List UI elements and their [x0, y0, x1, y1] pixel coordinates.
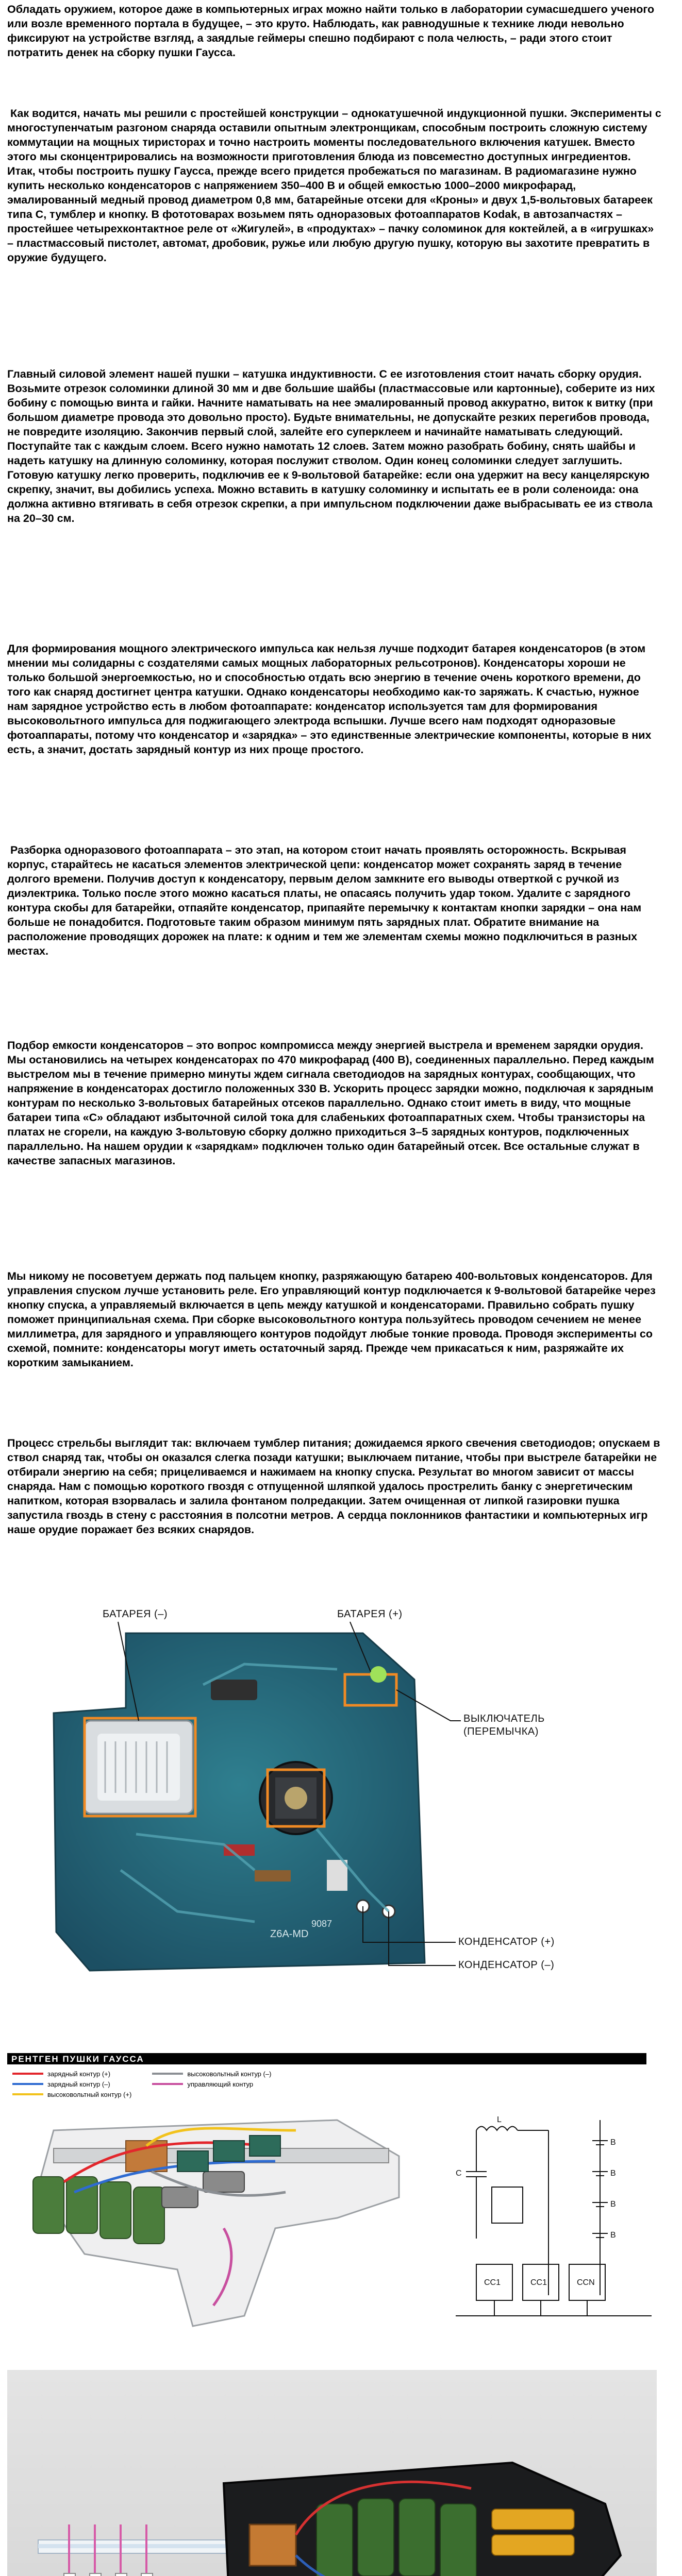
legend-hv-minus: высоковольтный контур (–) [152, 2069, 271, 2079]
paragraph-coil: Главный силовой элемент нашей пушки – катушка индуктивности. С ее изготовления стоит начать сборку орудия. Возьмите отрезок соломинки длиной 30 мм и две большие шайбы (пластмассовые или картонные), соберите из них бобину с помощью винта и гайки. Начните наматывать на нее эмалированный провод аккуратно, виток к витку (при большом диаметре провода это довольно просто). Будьте внимательны, не допускайте резких перегибов провода, не повредите изоляцию. Закончив первый слой, залейте его суперклеем и начинайте наматывать следующий. Поступайте так с каждым слоем. Всего нужно намотать 12 слоев. Затем можно разобрать бобину, снять шайбы и надеть катушку на длинную соломинку, которая послужит стволом. Один конец соломинки следует заглушить. Готовую катушку легко проверить, подключив ее к 9-вольтовой батарейке: если она удержит на весу канцелярскую скрепку, значит, вы добились успеха. Можно вставить в катушку соломинку и испытать ее в роли соленоида: она должна активно втягивать в себя отрезок скрепки, а при импульсном подключении даже выбрасывать ее из ствола на 20–30 см. [7, 368, 658, 524]
paragraph-shopping: Как водится, начать мы решили с простейшей конструкции – однокатушечной индукционной пушки. Эксперименты с многоступенчатым разгоном снаряда оставили опытным электронщикам, способным построить сложную систему коммутации на мощных тиристорах и точно настроить моменты последовательного включения катушек. Вместо этого мы сконцентрировались на возможности приготовления блюда из повсеместно доступных ингредиентов. Итак, чтобы построить пушку Гаусса, прежде всего придется пробежаться по магазинам. В радиомагазине нужно купить несколько конденсаторов с напряжением 350–400 В и общей емкостью 1000–2000 микрофарад, эмалированный медный провод диаметром 0,8 мм, батарейные отсеки для «Кроны» и двух 1,5-вольтовых батареек типа С, тумблер и кнопку. В фототоварах возьмем пять одноразовых фотоаппаратов Kodak, в автозапчастях – простейшее четырехконтактное реле от «Жигулей», в «продуктах» – пачку соломинок для коктейлей, а в «игрушках» – пластмассовый пистолет, автомат, дробовик, ружье или любую другую пушку, которую вы захотите превратить в оружие будущего. [7, 107, 664, 264]
label-cap-plus: КОНДЕНСАТОР (+) [458, 1936, 555, 1947]
legend-charge-minus: зарядный контур (–) [12, 2079, 131, 2089]
legend-hv-plus: высоковольтный контур (+) [12, 2089, 131, 2099]
xray-legend [12, 2069, 425, 2099]
pcb-code-text: Z6A-MD [270, 1928, 309, 1940]
schematic-label-c: C [456, 2169, 462, 2178]
schematic-label-b4: B [610, 2231, 616, 2240]
label-cap-minus: КОНДЕНСАТОР (–) [458, 1959, 555, 1971]
legend-charge-plus: зарядный контур (+) [12, 2069, 131, 2079]
article-text [7, 1269, 662, 1370]
article-text [7, 367, 662, 526]
paragraph-disassembly: Разборка одноразового фотоаппарата – это этап, на котором стоит начать проявлять осторожность. Вскрывая корпус, старайтесь не касаться элементов электрической цепи: конденсатор может сохранять заряд в течение долгого времени. Получив доступ к конденсатору, первым делом замкните его выводы отверткой с ручкой из диэлектрика. Только после этого можно касаться платы, не опасаясь получить удар током. Удалите с зарядного контура скобы для батарейки, отпаяйте конденсатор, припаяйте перемычку к контактам кнопки зарядки – она нам больше не понадобится. Подготовьте таким образом минимум пять зарядных плат. Обратите внимание на расположение проводящих дорожек на плате: к одним и тем же элементам схемы можно подключиться в разных местах. [7, 844, 645, 957]
charging-board-figure [7, 1602, 672, 2020]
label-switch-sub: (ПЕРЕМЫЧКА) [463, 1726, 539, 1737]
schematic-label-l: L [497, 2115, 502, 2124]
article-text [7, 843, 662, 958]
xray-drawing [7, 2099, 430, 2342]
schematic-label-b2: B [610, 2169, 616, 2178]
charging-board-photo [7, 1602, 672, 2020]
schematic-label-b1: B [610, 2138, 616, 2147]
paragraph-capacity: Подбор емкости конденсаторов – это вопрос компромисса между энергией выстрела и временем зарядки орудия. Мы остановились на четырех конденсаторах по 470 микрофарад (400 В), соединенных параллельно. Перед каждым выстрелом мы в течение примерно минуты ждем сигнала светодиодов на зарядных контурах, сообщающих, что напряжение в конденсаторах достигло положенных 330 В. Ускорить процесс зарядки можно, подключая к зарядным контурам по несколько 3-вольтовых батарейных отсеков параллельно. Однако стоит иметь в виду, что мощные батареи типа «С» обладают избыточной силой тока для слабеньких фотоаппаратных схем. Чтобы транзисторы на платах не сгорели, на каждую 3-вольтовую сборку должно приходиться 3–5 зарядных контуров, подключенных параллельно. На нашем орудии к «зарядкам» подключен только один батарейный отсек. Все остальные служат в качестве запасных магазинов. [7, 1039, 657, 1167]
article-text [7, 106, 662, 265]
gun-photo-figure [7, 2370, 657, 2576]
schematic-label-cc1a: CC1 [484, 2278, 501, 2287]
xray-title: РЕНТГЕН ПУШКИ ГАУССА [11, 2054, 144, 2064]
paragraph-relay: Мы никому не посоветуем держать под пальцем кнопку, разряжающую батарею 400-вольтовых конденсаторов. Для управления спуском лучше установить реле. Его управляющий контур подключается к 9-вольтовой батарейке через кнопку спуска, а управляемый включается в цепь между катушкой и конденсаторами. Правильно собрать пушку поможет принципиальная схема. При сборке высоковольтного контура пользуйтесь проводом сечением не менее миллиметра, для зарядного и управляющего контуров подойдут любые тонкие провода. Проводя эксперименты со схемой, помните: конденсаторы могут иметь остаточный заряд. Прежде чем прикасаться к ним, разряжайте их коротким замыканием. [7, 1270, 659, 1369]
label-switch: ВЫКЛЮЧАТЕЛЬ [463, 1713, 545, 1724]
label-battery-plus: БАТАРЕЯ (+) [337, 1608, 403, 1620]
schematic-label-b3: B [610, 2200, 616, 2209]
xray-figure [7, 2053, 672, 2342]
circuit-schematic [445, 2110, 662, 2326]
article-text [7, 2, 662, 60]
schematic-label-ccn: CCN [577, 2278, 595, 2287]
legend-control: управляющий контур [152, 2079, 271, 2089]
pcb-number-text: 9087 [311, 1919, 332, 1929]
article-text [7, 1038, 662, 1168]
paragraph-intro: Обладать оружием, которое даже в компьютерных играх можно найти только в лаборатории сумасшедшего ученого или возле временного портала в будущее, – это круто. Наблюдать, как равнодушные к технике люди невольно фиксируют на устройстве взгляд, а заядлые геймеры спешно подбирают с пола челюсть, – ради этого стоит потратить денек на сборку пушки Гаусса. [7, 3, 658, 59]
article-text [7, 641, 662, 757]
paragraph-shooting: Процесс стрельбы выглядит так: включаем тумблер питания; дожидаемся яркого свечения светодиодов; опускаем в ствол снаряд так, чтобы он оказался слегка позади катушки; выключаем питание, чтобы при выстреле батарейки не отбирали энергию на себя; прицеливаемся и нажимаем на кнопку спуска. Результат во многом зависит от массы снаряда. Нам с помощью короткого гвоздя с отпущенной шляпкой удалось прострелить банку с энергетическим напитком, которая взорвалась и залила фонтаном полредакции. Затем очищенная от липкой газировки пушка запустила гвоздь в стену с расстояния в полсотни метров. А сердца поклонников фантастики и компьютерных игр наше орудие поражает без всяких снарядов. [7, 1437, 663, 1536]
gun-photo [7, 2370, 657, 2576]
paragraph-capacitors: Для формирования мощного электрического импульса как нельзя лучше подходит батарея конденсаторов (в этом мнении мы солидарны с создателями самых мощных лабораторных рельсотронов). Конденсаторы хороши не только большой энергоемкостью, но и способностью отдать всю энергию в течение очень короткого времени, до того как снаряд достигнет центра катушки. Однако конденсаторы необходимо как-то заряжать. К счастью, нужное нам зарядное устройство есть в любом фотоаппарате: конденсатор используется там для формирования высоковольтного импульса для поджигающего электрода вспышки. Лучше всего нам подходят одноразовые фотоаппараты, потому что конденсатор и «зарядка» – это единственные электрические компоненты, которые в них есть, а значит, достать зарядный контур из них проще простого. [7, 642, 655, 756]
xray-title-bar [7, 2053, 646, 2064]
label-battery-minus: БАТАРЕЯ (–) [103, 1608, 168, 1620]
schematic-label-cc1b: CC1 [530, 2278, 547, 2287]
article-text [7, 1436, 662, 1537]
